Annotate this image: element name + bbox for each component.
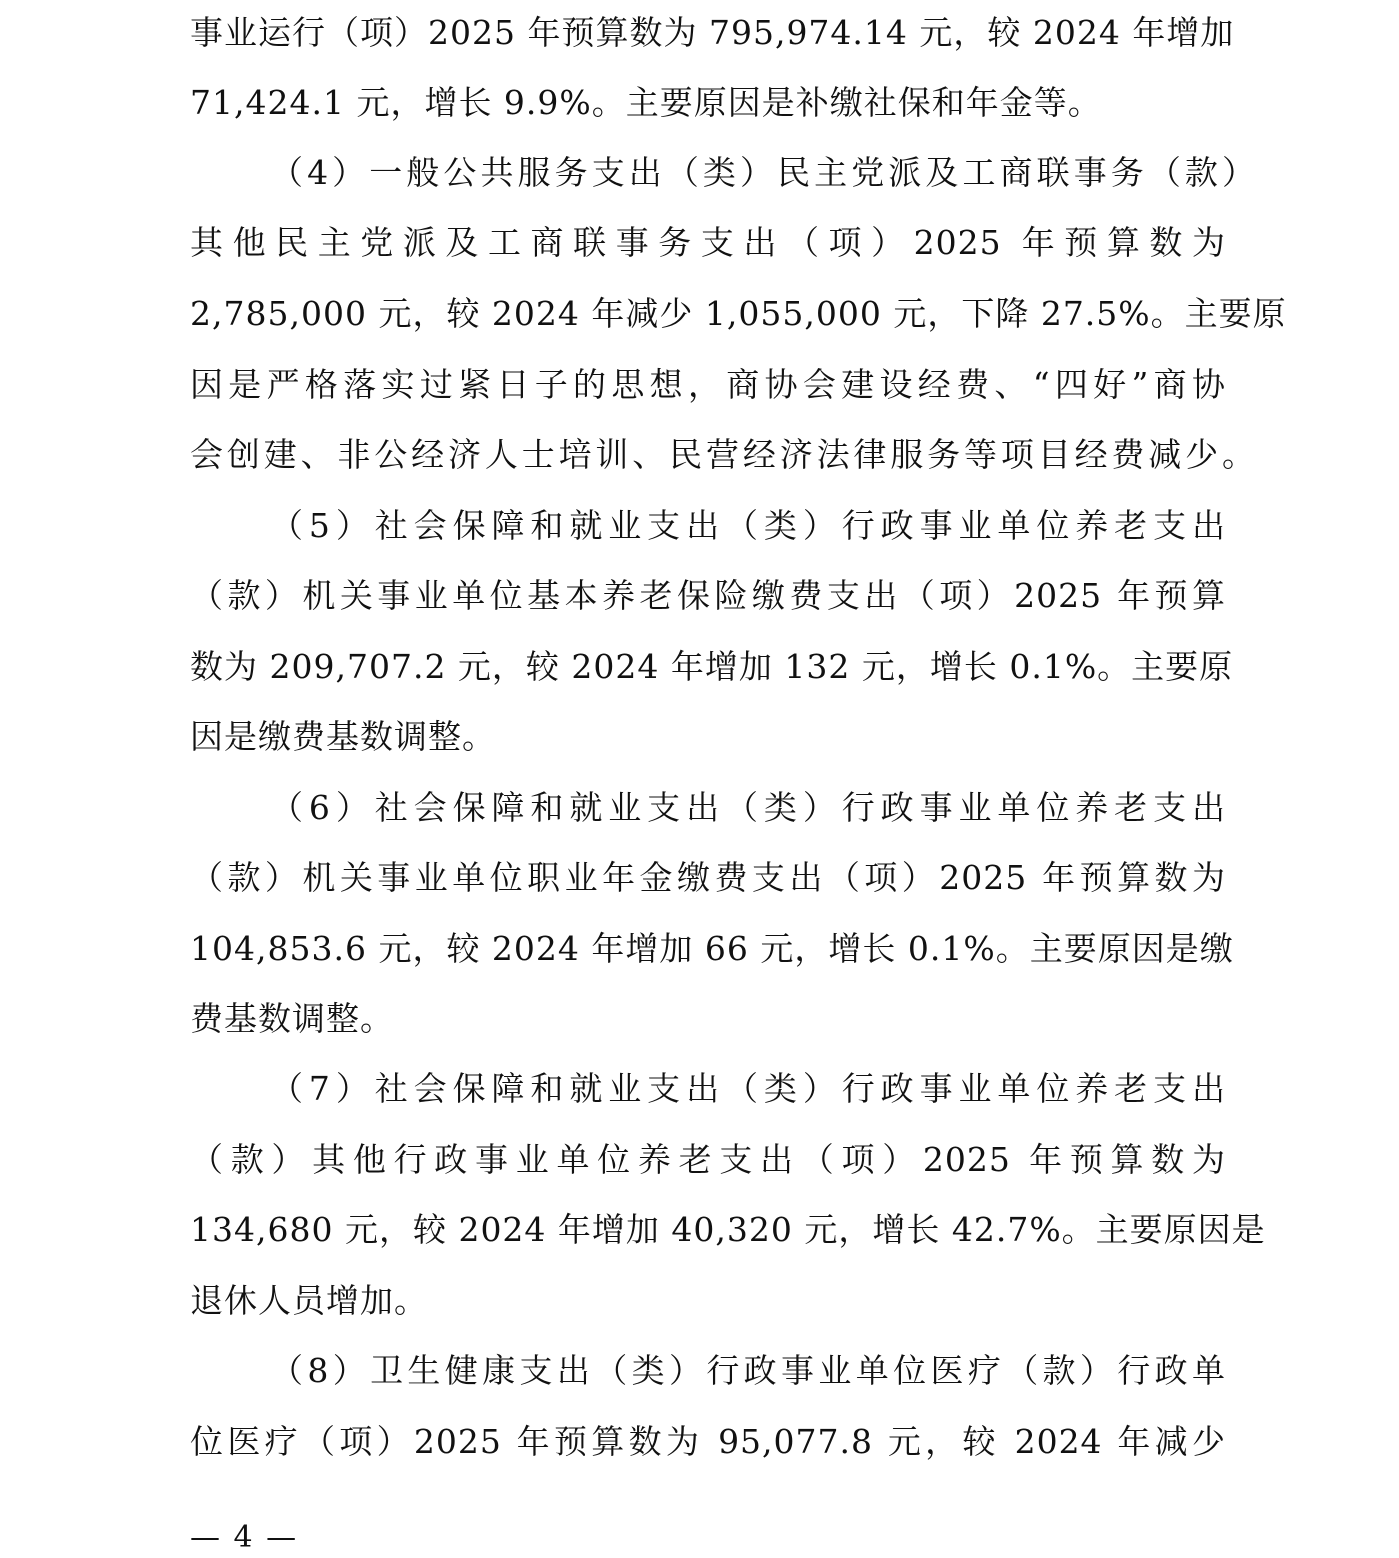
- text-line-19: 退休人员增加。: [190, 1281, 428, 1320]
- text-line-10: 数为 209,707.2 元，较 2024 年增加 132 元，增长 0.1%。主要原: [190, 647, 1234, 686]
- text-line-18: 134,680 元，较 2024 年增加 40,320 元，增长 42.7%。主要原因是: [190, 1210, 1266, 1249]
- text-line-06: 因是严格落实过紧日子的思想，商协会建设经费、“四好”商协: [190, 365, 1226, 404]
- text-line-15: 费基数调整。: [190, 999, 394, 1038]
- text-line-17: （款）其他行政事业单位养老支出（项）2025 年预算数为: [190, 1140, 1226, 1179]
- text-line-09: （款）机关事业单位基本养老保险缴费支出（项）2025 年预算: [190, 576, 1226, 615]
- text-line-20: （8）卫生健康支出（类）行政事业单位医疗（款）行政单: [270, 1351, 1226, 1390]
- text-line-01: 事业运行（项）2025 年预算数为 795,974.14 元，较 2024 年增加: [190, 13, 1235, 52]
- text-line-12: （6）社会保障和就业支出（类）行政事业单位养老支出: [270, 788, 1226, 827]
- text-line-07: 会创建、非公经济人士培训、民营经济法律服务等项目经费减少。: [190, 435, 1256, 474]
- text-line-11: 因是缴费基数调整。: [190, 717, 496, 756]
- page-number: — 4 —: [190, 1520, 299, 1555]
- text-line-05: 2,785,000 元，较 2024 年减少 1,055,000 元，下降 27.5%。主要原: [190, 294, 1287, 333]
- text-line-14: 104,853.6 元，较 2024 年增加 66 元，增长 0.1%。主要原因是缴: [190, 929, 1234, 968]
- text-line-16: （7）社会保障和就业支出（类）行政事业单位养老支出: [270, 1069, 1226, 1108]
- text-line-02: 71,424.1 元，增长 9.9%。主要原因是补缴社保和年金等。: [190, 83, 1102, 122]
- text-line-08: （5）社会保障和就业支出（类）行政事业单位养老支出: [270, 506, 1226, 545]
- text-line-21: 位医疗（项）2025 年预算数为 95,077.8 元，较 2024 年减少: [190, 1422, 1226, 1461]
- text-line-03: （4）一般公共服务支出（类）民主党派及工商联事务（款）: [270, 153, 1256, 192]
- text-line-13: （款）机关事业单位职业年金缴费支出（项）2025 年预算数为: [190, 858, 1226, 897]
- text-line-04: 其他民主党派及工商联事务支出（项）2025 年预算数为: [190, 223, 1226, 262]
